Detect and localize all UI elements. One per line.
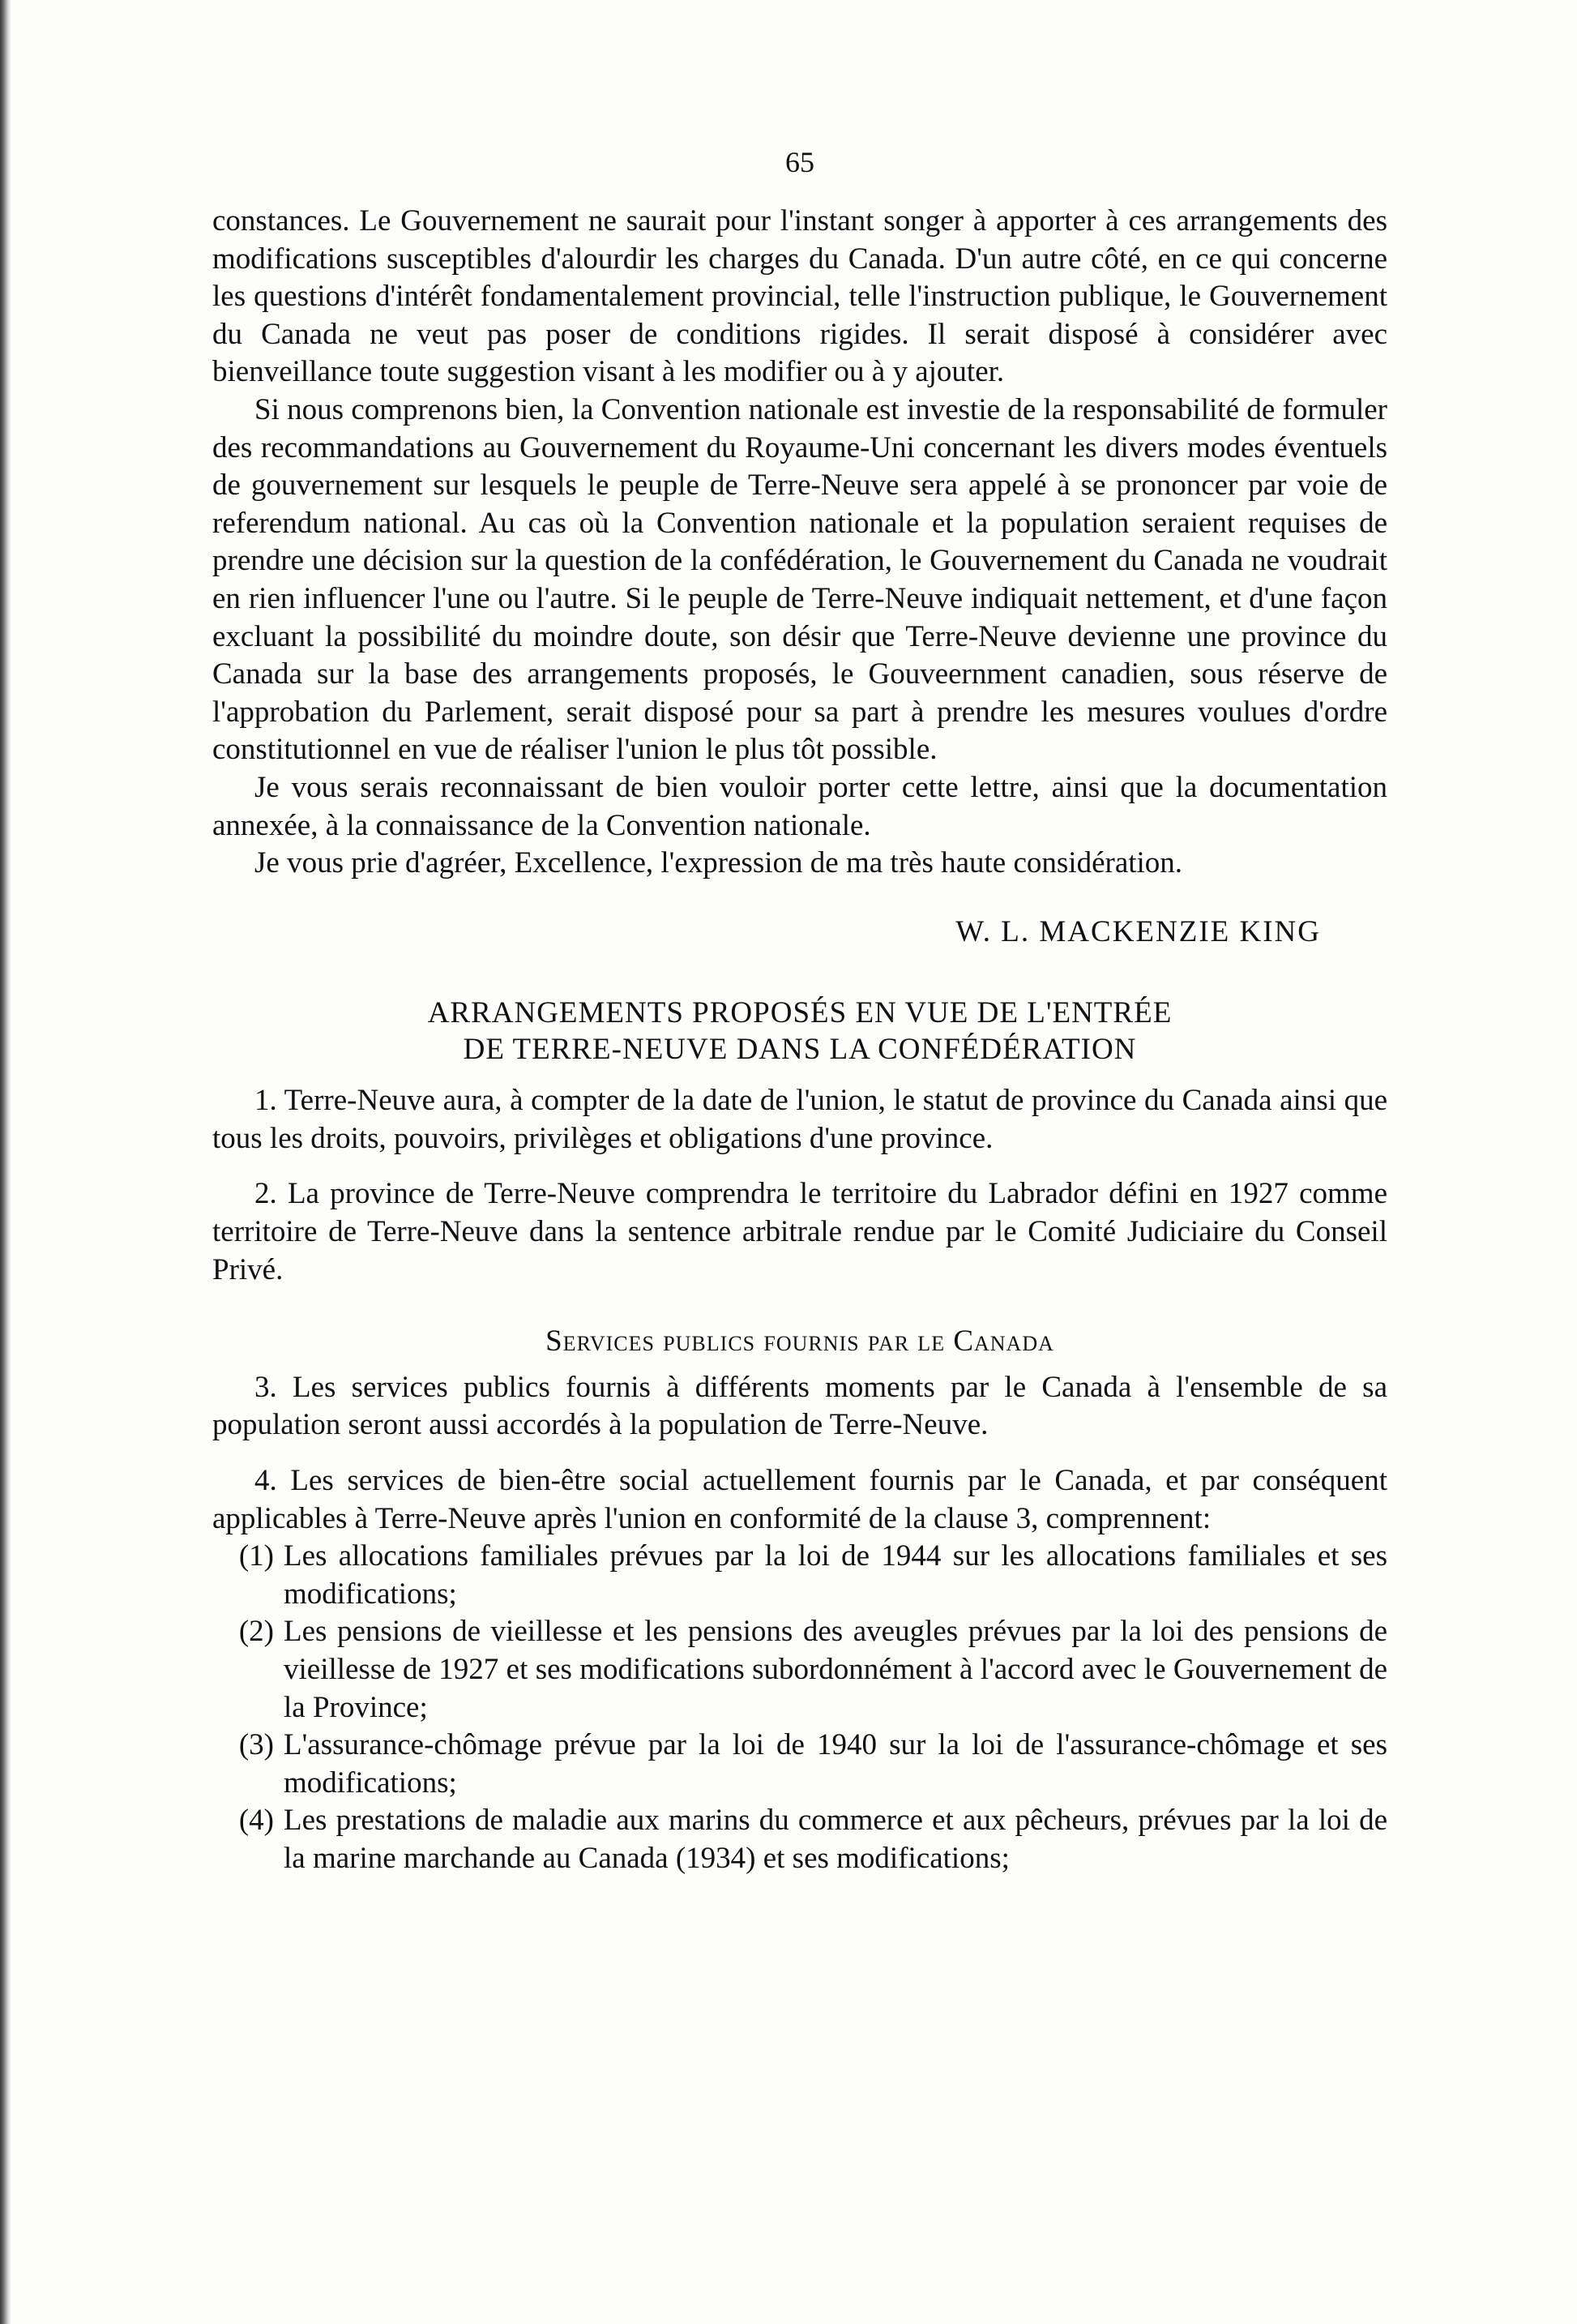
list-item [212,1727,1387,1802]
sub-heading: Services publics fournis par le Canada [545,1325,1054,1359]
list-item-number: (4) [238,1804,274,1838]
list-item [212,1802,1387,1877]
clause-2: 2. La province de Terre-Neuve comprendra le territoire du Labrador défini en 1927 comme territoire de Terre-Neuve dans la sentence arbitrale rendue par le Comité Judiciaire du Conseil Privé. [212,1177,1387,1286]
page-number: 65 [785,146,814,178]
list-item-text: Les pensions de vieillesse et les pensions des aveugles prévues par la loi des pensions de vieillesse de 1927 et ses modifications subordonnément à l'accord avec le Gouvernement de la Province; [284,1615,1387,1724]
clause-3: 3. Les services publics fournis à différents moments par le Canada à l'ensemble de sa population seront aussi accordés à la population de Terre-Neuve. [212,1370,1387,1442]
paragraph-request: Je vous serais reconnaissant de bien vouloir porter cette lettre, ainsi que la documentation annexée, à la connaissance de la Convention nationale. [212,770,1387,842]
list-item-text: Les prestations de maladie aux marins du commerce et aux pêcheurs, prévues par la loi de la marine marchande au Canada (1934) et ses modifications; [284,1804,1387,1875]
list-item [212,1613,1387,1727]
list-item-number: (1) [238,1539,274,1573]
signature: W. L. MACKENZIE KING [955,914,1321,948]
page-content [212,144,1387,1878]
list-item-number: (3) [238,1728,274,1762]
list-item-number: (2) [238,1615,274,1649]
scan-left-edge [0,0,11,2324]
paragraph-closing: Je vous prie d'agréer, Excellence, l'expression de ma très haute considération. [254,846,1183,880]
section-heading-line-2: DE TERRE-NEUVE DANS LA CONFÉDÉRATION [463,1033,1137,1067]
clause-4: 4. Les services de bien-être social actuellement fournis par le Canada, et par conséquent applicables à Terre-Neuve après l'union en conformité de la clause 3, comprennent: [212,1464,1387,1535]
clause-1: 1. Terre-Neuve aura, à compter de la date de l'union, le statut de province du Canada ainsi que tous les droits, pouvoirs, privilèges et obligations d'une province. [212,1084,1387,1155]
section-heading [212,995,1387,1068]
list-item-text: Les allocations familiales prévues par la loi de 1944 sur les allocations familiales et ses modifications; [284,1539,1387,1611]
list-item-text: L'assurance-chômage prévue par la loi de 1940 sur la loi de l'assurance-chômage et ses modifications; [284,1728,1387,1800]
paragraph-continuation: constances. Le Gouvernement ne saurait pour l'instant songer à apporter à ces arrangements des modifications susceptibles d'alourdir les charges du Canada. D'un autre côté, en ce qui concerne les questions d'intérêt fondamentalement provincial, telle l'instruction publique, le Gouvernement du Canada ne veut pas poser de conditions rigides. Il serait disposé à considérer avec bienveillance toute suggestion visant à les modifier ou à y ajouter. [212,204,1387,389]
section-heading-line-1: ARRANGEMENTS PROPOSÉS EN VUE DE L'ENTRÉE [427,996,1173,1030]
list-item [212,1538,1387,1613]
paragraph-convention: Si nous comprenons bien, la Convention nationale est investie de la responsabilité de formuler des recommandations au Gouvernement du Royaume-Uni concernant les divers modes éventuels de gouvernement sur lesquels le peuple de Terre-Neuve sera appelé à se prononcer par voie de referendum national. Au cas où la Convention nationale et la population seraient requises de prendre une décision sur la question de la confédération, le Gouvernement du Canada ne voudrait en rien influencer l'une ou l'autre. Si le peuple de Terre-Neuve indiquait nettement, et d'une façon excluant la possibilité du moindre doute, son désir que Terre-Neuve devienne une province du Canada sur la base des arrangements proposés, le Gouveernment canadien, sous réserve de l'approbation du Parlement, serait disposé pour sa part à prendre les mesures voulues d'ordre constitutionnel en vue de réaliser l'union le plus tôt possible. [212,392,1387,767]
welfare-services-list [212,1538,1387,1877]
